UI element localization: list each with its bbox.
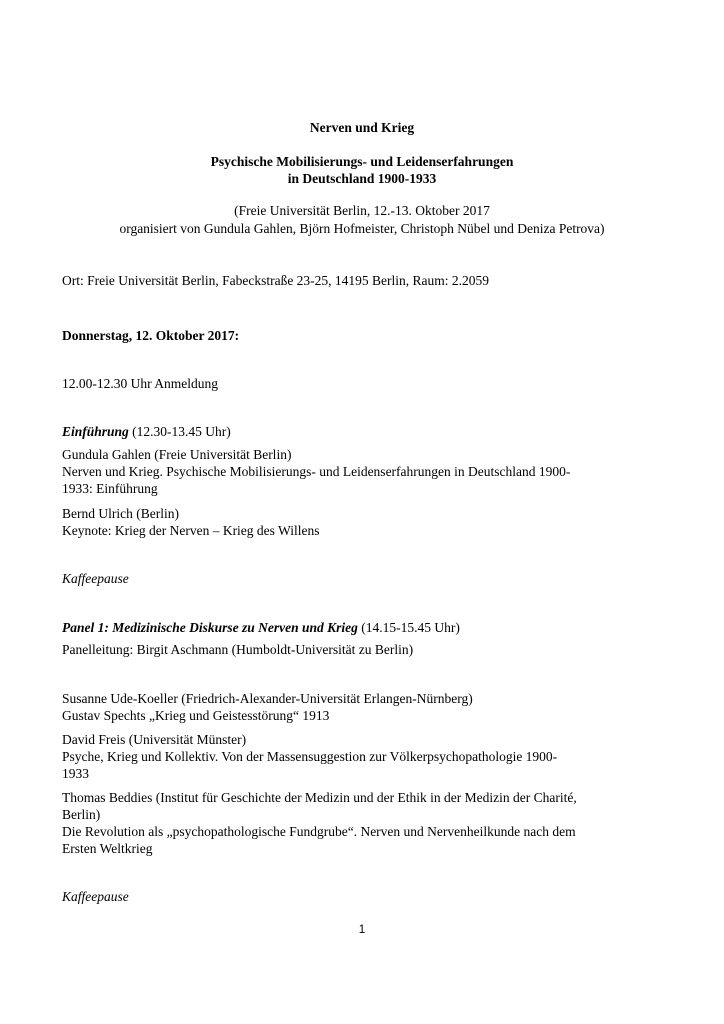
venue-line: (Freie Universität Berlin, 12.-13. Oktober 2017 (234, 203, 490, 218)
panel-chair: Panelleitung: Birgit Aschmann (Humboldt-Universität zu Berlin) (62, 642, 414, 657)
session-intro-title: Einführung (62, 424, 129, 439)
registration-line: 12.00-12.30 Uhr Anmeldung (62, 376, 218, 391)
panel-heading (62, 619, 460, 636)
document-subtitle-line-2: in Deutschland 1900-1933 (287, 171, 437, 186)
page-number: 1 (358, 924, 366, 936)
talk-speaker: David Freis (Universität Münster) (62, 732, 247, 747)
talk-title-line: Psyche, Krieg und Kollektiv. Von der Massensuggestion zur Völkerpsychopathologie 1900- (62, 749, 558, 764)
document-title: Nerven und Krieg (309, 120, 415, 135)
talk-title-line: Ersten Weltkrieg (62, 841, 153, 856)
panel-title: Panel 1: Medizinische Diskurse zu Nerven und Krieg (62, 620, 358, 635)
coffee-break: Kaffeepause (62, 889, 129, 904)
talk-speaker: Gundula Gahlen (Freie Universität Berlin) (62, 447, 292, 462)
location-line: Ort: Freie Universität Berlin, Fabeckstraße 23-25, 14195 Berlin, Raum: 2.2059 (62, 273, 490, 288)
session-intro-time: (12.30-13.45 Uhr) (128, 424, 231, 439)
day-heading: Donnerstag, 12. Oktober 2017: (62, 328, 240, 343)
talk-title-line: Nerven und Krieg. Psychische Mobilisierungs- und Leidenserfahrungen in Deutschland 1900- (62, 464, 571, 479)
talk-speaker: Thomas Beddies (Institut für Geschichte der Medizin und der Ethik in der Medizin der Charité, (62, 790, 577, 805)
coffee-break: Kaffeepause (62, 571, 129, 586)
talk-title-line: Die Revolution als „psychopathologische Fundgrube“. Nerven und Nervenheilkunde nach dem (62, 824, 576, 839)
document-subtitle-line-1: Psychische Mobilisierungs- und Leidenserfahrungen (210, 154, 514, 169)
talk-speaker: Bernd Ulrich (Berlin) (62, 506, 179, 521)
talk-title-line: 1933 (62, 766, 89, 781)
talk-title-line: Keynote: Krieg der Nerven – Krieg des Willens (62, 523, 320, 538)
talk-title-line: Gustav Spechts „Krieg und Geistesstörung“ 1913 (62, 708, 330, 723)
talk-speaker: Berlin) (62, 807, 101, 822)
talk-speaker: Susanne Ude-Koeller (Friedrich-Alexander-Universität Erlangen-Nürnberg) (62, 691, 473, 706)
talk-title-line: 1933: Einführung (62, 481, 158, 496)
session-intro-heading (62, 423, 231, 440)
panel-time: (14.15-15.45 Uhr) (357, 620, 460, 635)
organizers-line: organisiert von Gundula Gahlen, Björn Hofmeister, Christoph Nübel und Deniza Petrova) (119, 221, 605, 236)
